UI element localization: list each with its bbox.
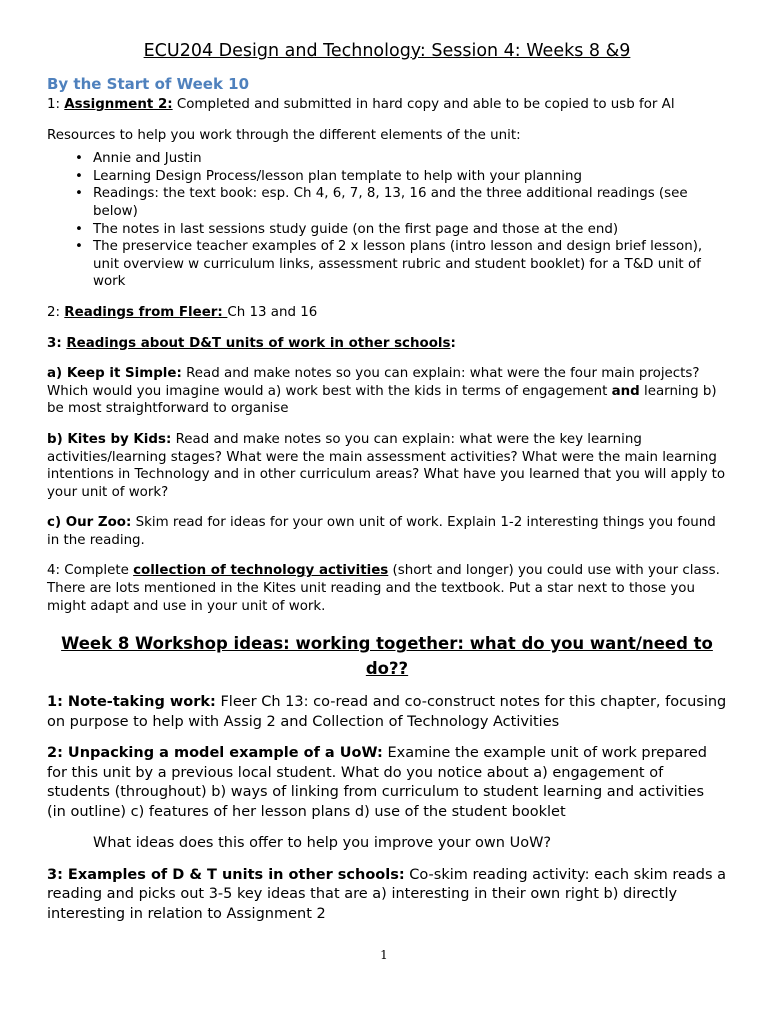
examples-paragraph: 3: Examples of D & T units in other schools: Co-skim reading activity: each skim reads a reading and picks out 3-5 key ideas that are a) interesting in their own right b) directly interesting in relation to Assignment 2: [47, 866, 727, 922]
readings-fleer-label: Readings from Fleer:: [64, 304, 228, 320]
note-taking-paragraph: 1: Note-taking work: Fleer Ch 13: co-read and co-construct notes for this chapter, focusing on purpose to help with Assig 2 and Collection of Technology Activities: [47, 694, 727, 730]
readings-fleer-line: 2: Readings from Fleer: Ch 13 and 16: [47, 304, 318, 320]
list-item: • The notes in last sessions study guide (on the first page and those at the end): [47, 221, 727, 239]
assignment-2-line: 1: Assignment 2: Completed and submitted in hard copy and able to be copied to usb for Al: [47, 97, 675, 112]
document-title: ECU204 Design and Technology: Session 4: Weeks 8 &9: [143, 41, 631, 61]
list-item: • Readings: the text book: esp. Ch 4, 6, 7, 8, 13, 16 and the three additional readings (see below): [47, 185, 727, 220]
readings-dt-line: 3: Readings about D&T units of work in other schools:: [47, 335, 456, 351]
list-item: • Learning Design Process/lesson plan template to help with your planning: [47, 168, 727, 186]
section-heading-week-10: By the Start of Week 10: [47, 75, 250, 93]
readings-dt-label: Readings about D&T units of work in other schools: [66, 335, 451, 351]
kites-by-kids-paragraph: b) Kites by Kids: Read and make notes so you can explain: what were the key learning activities/learning stages? What were the main assessment activities? What were the main learning intentions in Technology and in other curriculum areas? What have you learned that you will apply to your unit of work?: [47, 431, 726, 500]
note-taking-label: 1: Note-taking work:: [47, 694, 216, 711]
unpacking-label: 2: Unpacking a model example of a UoW:: [47, 745, 383, 762]
our-zoo-label: c) Our Zoo:: [47, 515, 132, 531]
list-item: • The preservice teacher examples of 2 x lesson plans (intro lesson and design brief lesson), unit overview w curriculum links, assessment rubric and student booklet) for a T&D unit of work: [47, 238, 727, 291]
keep-it-simple-paragraph: a) Keep it Simple: Read and make notes so you can explain: what were the four main projects? Which would you imagine would a) work best with the kids in terms of engagement and learning b) be most straightforward to organise: [47, 366, 717, 417]
resources-intro: Resources to help you work through the different elements of the unit:: [47, 127, 521, 143]
our-zoo-paragraph: c) Our Zoo: Skim read for ideas for your own unit of work. Explain 1-2 interesting things you found in the reading.: [47, 515, 716, 548]
assignment-2-label: Assignment 2:: [64, 97, 173, 112]
document-page: [47, 38, 727, 924]
ideas-question: What ideas does this offer to help you improve your own UoW?: [93, 835, 552, 852]
week-8-workshop-heading: Week 8 Workshop ideas: working together: what do you want/need to do??: [61, 634, 713, 679]
kites-by-kids-label: b) Kites by Kids:: [47, 431, 172, 447]
collection-label: collection of technology activities: [133, 563, 389, 579]
list-item: • Annie and Justin: [47, 150, 727, 168]
unpacking-paragraph: 2: Unpacking a model example of a UoW: Examine the example unit of work prepared for this unit by a previous local student. What do you notice about a) engagement of students (throughout) b) ways of linking from curriculum to student learning and activities (in outline) c) features of her lesson plans d) use of the student booklet: [47, 745, 707, 820]
examples-label: 3: Examples of D & T units in other schools:: [47, 866, 405, 883]
keep-it-simple-label: a) Keep it Simple:: [47, 366, 182, 382]
resources-list: [47, 150, 727, 291]
collection-paragraph: 4: Complete collection of technology activities (short and longer) you could use with your class. There are lots mentioned in the Kites unit reading and the textbook. Put a star next to those you might adapt and use in your unit of work.: [47, 563, 720, 614]
page-number: 1: [380, 948, 388, 962]
